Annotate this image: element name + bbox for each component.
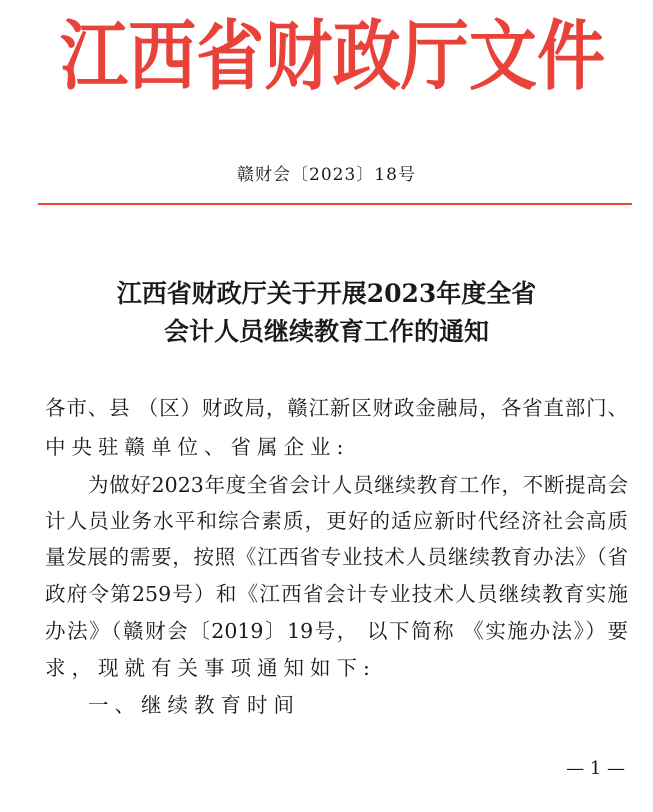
body-line: 计人员业务水平和综合素质，更好的适应新时代经济社会高质 [45, 509, 628, 533]
header-char: 西 [128, 12, 197, 102]
body-line: 为做好2023年度全省会计人员继续教育工作，不断提高会 [88, 473, 628, 497]
body-line: 办法》（赣财会〔2019〕19号， 以下简称 《实施办法》）要 [45, 619, 628, 643]
document-header-title [60, 3, 605, 102]
header-char: 件 [536, 12, 605, 102]
body-line: 中央驻赣单位、省属企业: [45, 435, 350, 459]
section-heading: 一、继续教育时间 [88, 693, 300, 717]
header-char: 文 [468, 12, 537, 102]
red-divider [38, 203, 632, 205]
header-char: 财 [264, 12, 333, 102]
body-line: 求，现就有关事项通知如下: [45, 656, 376, 680]
notice-title-line-1: 江西省财政厅关于开展2023年度全省 [116, 279, 537, 308]
page-number: — 1 — [566, 758, 625, 779]
body-line: 政府令第259号）和《江西省会计专业技术人员继续教育实施 [45, 582, 628, 606]
header-char: 政 [332, 12, 401, 102]
notice-title-line-2: 会计人员继续教育工作的通知 [163, 317, 489, 346]
header-char: 厅 [400, 12, 469, 102]
body-line: 量发展的需要，按照《江西省专业技术人员继续教育办法》（省 [45, 545, 628, 569]
document-number: 赣财会〔2023〕18号 [237, 165, 416, 185]
header-char: 省 [196, 12, 265, 102]
body-line: 各市、县 （区）财政局，赣江新区财政金融局，各省直部门、 [45, 396, 628, 420]
header-char: 江 [60, 12, 129, 102]
